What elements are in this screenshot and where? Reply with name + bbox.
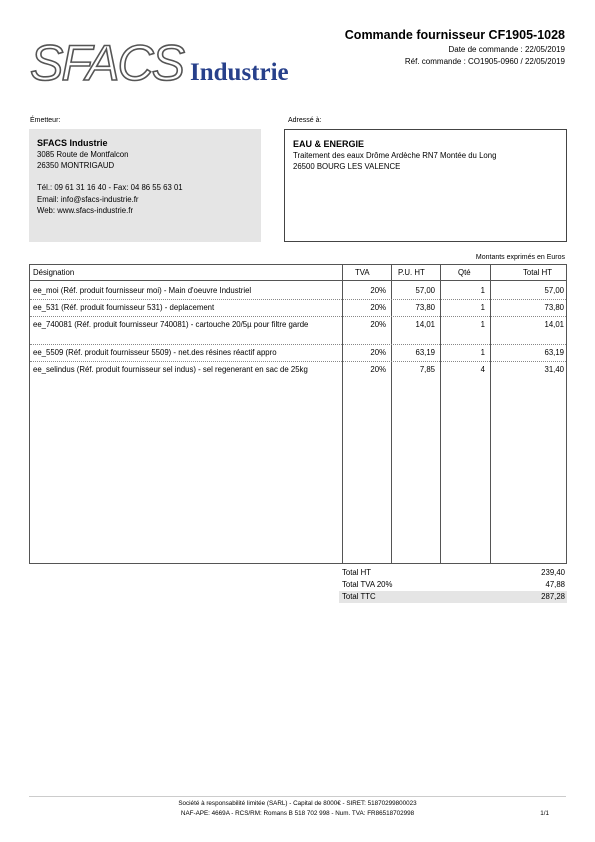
page-number: 1/1 bbox=[540, 810, 549, 817]
sender-address-line-1: 3085 Route de Montfalcon bbox=[37, 150, 129, 159]
document-title: Commande fournisseur CF1905-1028 bbox=[344, 28, 565, 42]
logo-text: SFACS bbox=[30, 36, 183, 88]
row-total-ht: 57,00 bbox=[544, 286, 564, 295]
table-row bbox=[30, 283, 566, 300]
currency-note: Montants exprimés en Euros bbox=[475, 254, 565, 261]
row-designation: ee_5509 (Réf. produit fournisseur 5509) - net.des résines réactif appro bbox=[33, 348, 277, 357]
sender-website: Web: www.sfacs-industrie.fr bbox=[37, 205, 134, 215]
total-ht-value: 239,40 bbox=[541, 568, 565, 577]
row-tva: 20% bbox=[370, 365, 386, 374]
table-row bbox=[30, 317, 566, 345]
order-reference: Réf. commande : CO1905-0960 / 22/05/2019 bbox=[404, 57, 565, 66]
row-total-ht: 73,80 bbox=[544, 303, 564, 312]
company-logo bbox=[30, 36, 315, 88]
footer-legal-line-2: NAF-APE: 4669A - RCS/RM: Romans B 518 702 998 - Num. TVA: FR86518702998 bbox=[180, 810, 415, 817]
total-ttc-row bbox=[339, 591, 567, 603]
row-quantity: 1 bbox=[480, 348, 485, 357]
table-header bbox=[30, 265, 566, 281]
total-ht-label: Total HT bbox=[342, 568, 372, 577]
total-tva-row bbox=[339, 579, 567, 591]
row-designation: ee_531 (Réf. produit fournisseur 531) - deplacement bbox=[33, 303, 215, 312]
row-unit-price: 73,80 bbox=[415, 303, 435, 312]
sender-email: Email: info@sfacs-industrie.fr bbox=[37, 194, 139, 204]
row-unit-price: 7,85 bbox=[419, 365, 435, 374]
row-quantity: 1 bbox=[480, 286, 485, 295]
logo-subtext: Industrie bbox=[190, 59, 289, 86]
table-row bbox=[30, 300, 566, 317]
sender-box bbox=[29, 129, 261, 242]
row-designation: ee_moi (Réf. produit fournisseur moi) - Main d'oeuvre Industriel bbox=[33, 286, 252, 295]
sender-address-line-2: 26350 MONTRIGAUD bbox=[37, 161, 115, 171]
recipient-name: EAU & ENERGIE bbox=[293, 139, 365, 149]
recipient-label: Adressé à: bbox=[288, 117, 322, 124]
sender-name: SFACS Industrie bbox=[37, 138, 108, 148]
row-unit-price: 57,00 bbox=[415, 286, 435, 295]
recipient-box bbox=[284, 129, 567, 242]
order-date: Date de commande : 22/05/2019 bbox=[448, 45, 565, 54]
recipient-address-line-1: Traitement des eaux Drôme Ardèche RN7 Montée du Long bbox=[293, 151, 497, 160]
row-total-ht: 31,40 bbox=[544, 365, 564, 374]
row-unit-price: 63,19 bbox=[415, 348, 435, 357]
row-tva: 20% bbox=[370, 286, 386, 295]
sender-phone: Tél.: 09 61 31 16 40 - Fax: 04 86 55 63 01 bbox=[37, 183, 183, 193]
row-designation: ee_selindus (Réf. produit fournisseur sel indus) - sel regenerant en sac de 25kg bbox=[33, 365, 308, 374]
order-lines-table bbox=[29, 264, 567, 564]
footer-legal-line-1: Société à responsabilité limitée (SARL) - Capital de 8000€ - SIRET: 51870299800023 bbox=[178, 800, 417, 807]
header-quantity: Qté bbox=[458, 268, 471, 277]
row-total-ht: 14,01 bbox=[544, 320, 564, 329]
footer-divider bbox=[29, 796, 566, 797]
header-tva: TVA bbox=[355, 268, 370, 277]
row-quantity: 4 bbox=[480, 365, 485, 374]
total-tva-value: 47,88 bbox=[545, 580, 565, 589]
table-row bbox=[30, 345, 566, 362]
total-ht-row bbox=[339, 567, 567, 579]
total-ttc-label: Total TTC bbox=[342, 592, 376, 601]
total-tva-label: Total TVA 20% bbox=[342, 580, 393, 589]
row-unit-price: 14,01 bbox=[415, 320, 435, 329]
table-row bbox=[30, 362, 566, 389]
sender-label: Émetteur: bbox=[30, 117, 61, 124]
recipient-address-line-2: 26500 BOURG LES VALENCE bbox=[293, 162, 401, 172]
row-tva: 20% bbox=[370, 348, 386, 357]
row-total-ht: 63,19 bbox=[544, 348, 564, 357]
total-ttc-value: 287,28 bbox=[541, 592, 565, 601]
row-quantity: 1 bbox=[480, 303, 485, 312]
totals-block bbox=[339, 567, 567, 603]
row-tva: 20% bbox=[370, 320, 386, 329]
row-designation: ee_740081 (Réf. produit fournisseur 740081) - cartouche 20/5µ pour filtre garde bbox=[33, 320, 309, 329]
header-total-ht: Total HT bbox=[522, 268, 552, 277]
row-quantity: 1 bbox=[480, 320, 485, 329]
row-tva: 20% bbox=[370, 303, 386, 312]
header-designation: Désignation bbox=[33, 268, 75, 277]
header-unit-price: P.U. HT bbox=[398, 268, 425, 277]
